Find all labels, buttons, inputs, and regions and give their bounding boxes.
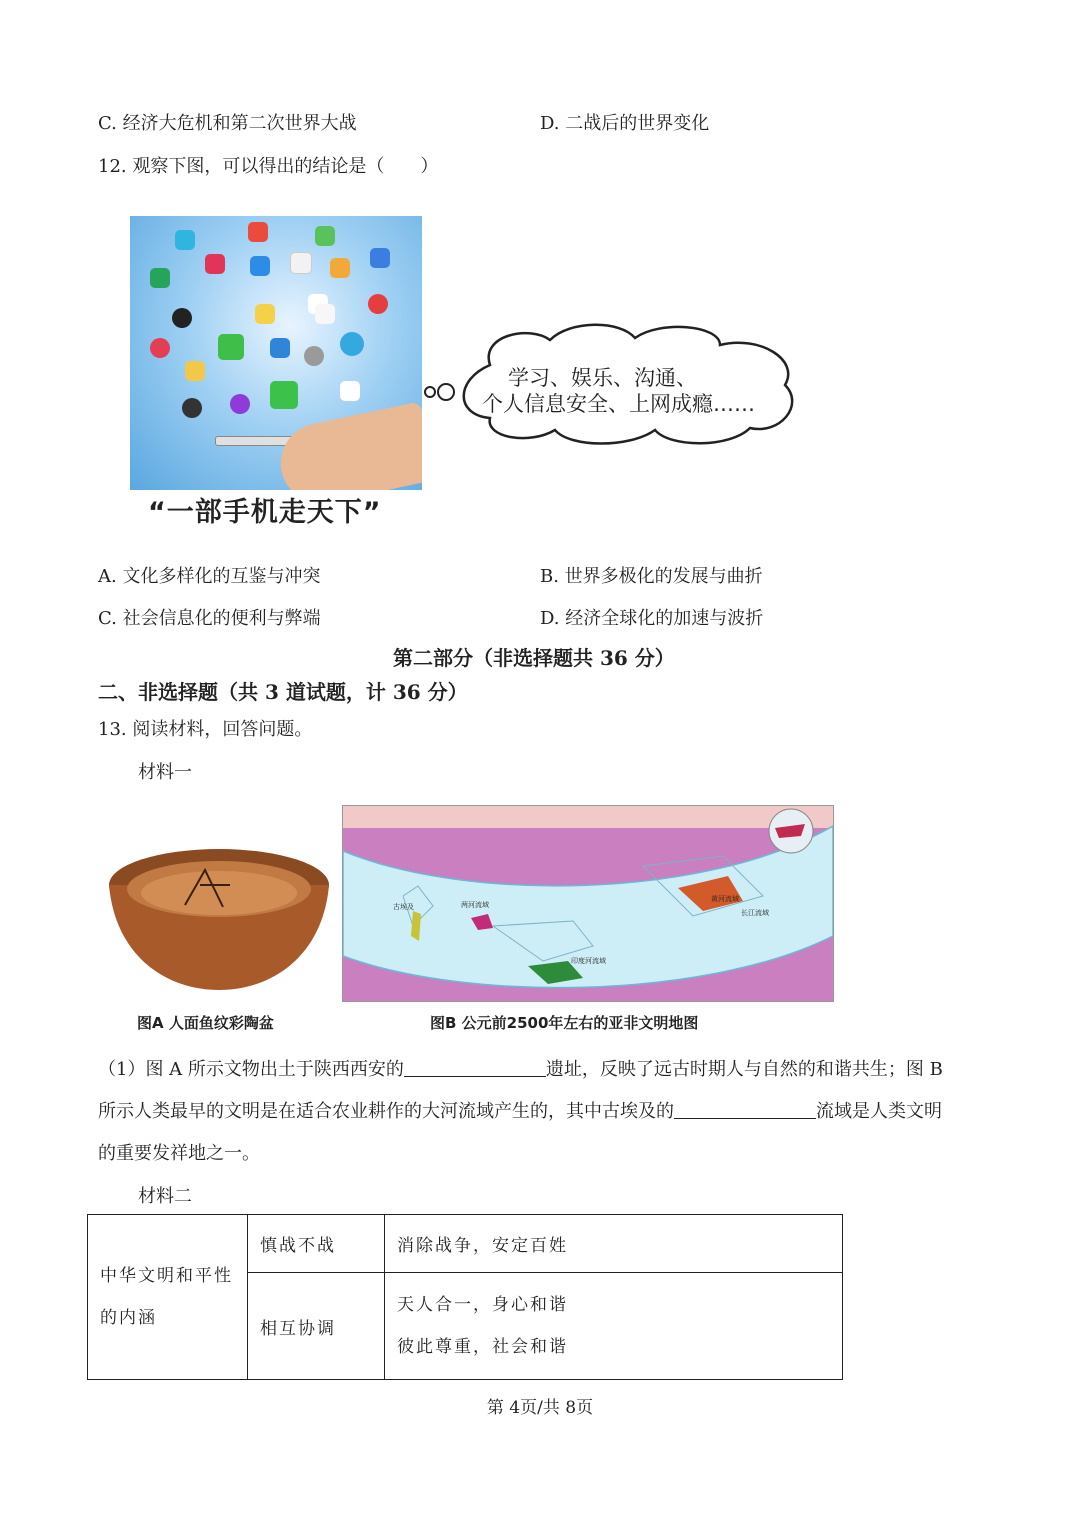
image-caption: “一部手机走天下” <box>148 497 382 528</box>
bubble-text-line1: 学习、娱乐、沟通、 <box>508 366 697 390</box>
q12-option-c: C. 社会信息化的便利与弊端 <box>98 608 321 629</box>
answer-blank-1[interactable] <box>404 1058 546 1077</box>
table-cell-label-1: 慎战不战 <box>248 1215 385 1273</box>
map-label-yellow-river: 黄河流域 <box>711 895 739 903</box>
figure-a-caption: 图A 人面鱼纹彩陶盆 <box>137 1014 274 1032</box>
q12-option-a: A. 文化多样化的互鉴与冲突 <box>98 566 321 587</box>
table-cell-label-2: 相互协调 <box>248 1273 385 1380</box>
q13-sub1-line3: 的重要发祥地之一。 <box>98 1143 260 1164</box>
smartphone-apps-image <box>130 216 422 490</box>
q12-option-d: D. 经济全球化的加速与波折 <box>540 608 764 629</box>
table-cell-value-1: 消除战争，安定百姓 <box>385 1215 843 1273</box>
part2-title: 第二部分（非选择题共 36 分） <box>393 646 675 670</box>
section-heading: 二、非选择题（共 3 道试题，计 36 分） <box>98 680 468 704</box>
table-row-heading: 中华文明和平性 的内涵 <box>88 1215 248 1380</box>
material-two-table <box>87 1214 843 1380</box>
painted-pottery-basin-image <box>105 845 333 995</box>
bubble-text-line2: 个人信息安全、上网成瘾…… <box>482 392 755 416</box>
material-two-label: 材料二 <box>138 1186 192 1207</box>
q12-stem: 12. 观察下图，可以得出的结论是（ ） <box>98 156 439 177</box>
map-label-mesopotamia: 两河流域 <box>461 901 489 909</box>
q11-option-c: C. 经济大危机和第二次世界大战 <box>98 113 357 134</box>
asia-africa-civilization-map <box>342 805 834 1002</box>
q12-option-b: B. 世界多极化的发展与曲折 <box>540 566 763 587</box>
figure-b-caption: 图B 公元前2500年左右的亚非文明地图 <box>430 1014 699 1032</box>
material-one-label: 材料一 <box>138 762 192 783</box>
table-cell-value-2: 天人合一，身心和谐 彼此尊重，社会和谐 <box>385 1273 843 1380</box>
q11-option-d: D. 二战后的世界变化 <box>540 113 710 134</box>
answer-blank-2[interactable] <box>674 1100 816 1119</box>
q13-sub1-line2: 所示人类最早的文明是在适合农业耕作的大河流域产生的，其中古埃及的 流域是人类文明 <box>98 1101 942 1122</box>
q13-sub1-line1: （1）图 A 所示文物出土于陕西西安的 遗址，反映了远古时期人与自然的和谐共生；图 B <box>98 1059 943 1080</box>
page-footer: 第 4页/共 8页 <box>486 1398 594 1418</box>
map-label-indus: 印度河流域 <box>571 957 606 965</box>
q13-stem: 13. 阅读材料，回答问题。 <box>98 719 313 740</box>
map-label-nile: 古埃及 <box>393 903 414 911</box>
map-label-yangtze: 长江流域 <box>741 909 769 917</box>
